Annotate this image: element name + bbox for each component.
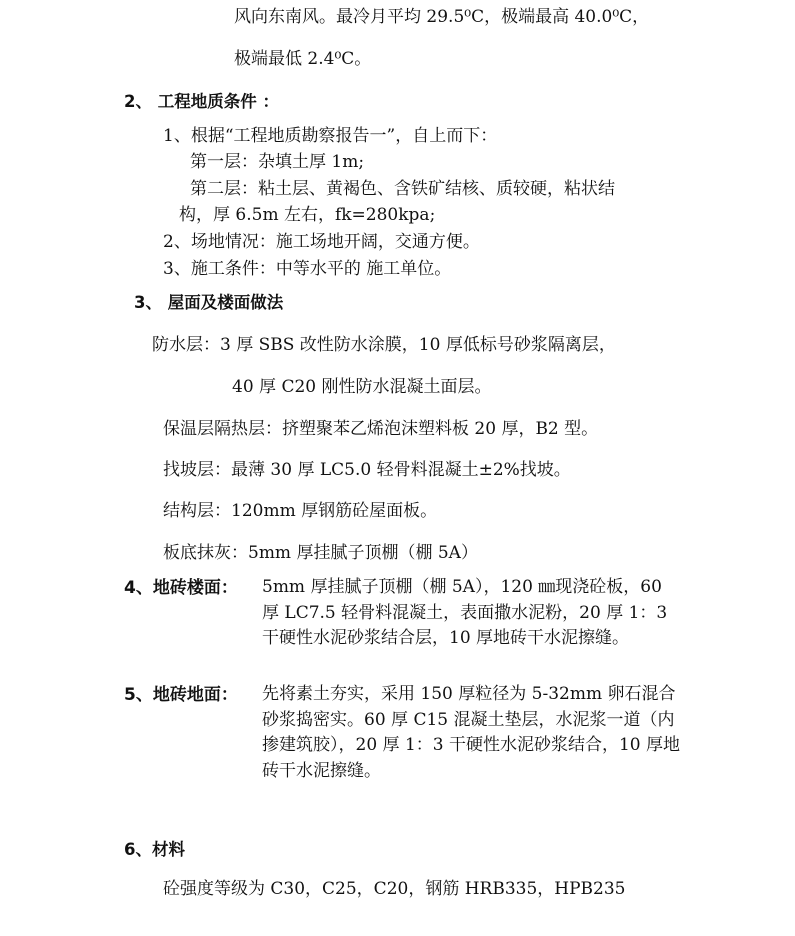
floor-tile-description: 5mm 厚挂腻子顶棚（棚 5A），120 ㎜现浇砼板，60 厚 LC7.5 轻骨料混凝土，表面撒水泥粉，20 厚 1：3 干硬性水泥砂浆结合层，10 厚地砖干水泥擦缝。 [262,577,668,648]
section-6-heading: 6、材料 [124,840,185,859]
section-4-heading: 4、地砖楼面： [124,578,238,598]
section-3-heading: 3、 屋面及楼面做法 [134,293,284,312]
climate-line-1: 风向东南风。最冷月平均 29.5⁰C，极端最高 40.0⁰C， [234,7,650,27]
waterproof-layer-line-2: 40 厚 C20 刚性防水混凝土面层。 [232,377,492,397]
climate-line-2: 极端最低 2.4⁰C。 [234,49,372,69]
section-2-heading: 2、 工程地质条件 ： [124,92,279,111]
site-conditions-item: 2、场地情况：施工场地开阔，交通方便。 [163,232,480,252]
construction-conditions-item: 3、施工条件：中等水平的 施工单位。 [163,259,452,279]
geology-layer-1: 第一层：杂填土厚 1m; [190,152,365,172]
ceiling-plaster: 板底抹灰：5mm 厚挂腻子顶棚（棚 5A） [163,543,478,563]
geology-layer-2-line-2: 构，厚 6.5m 左右，fk=280kpa; [179,205,436,225]
waterproof-layer-line-1: 防水层：3 厚 SBS 改性防水涂膜，10 厚低标号砂浆隔离层， [152,335,616,355]
ground-tile-description: 先将素土夯实，采用 150 厚粒径为 5-32mm 卵石混合砂浆捣密实。60 厚 C15 混凝土垫层，水泥浆一道（内掺建筑胶），20 厚 1：3 干硬性水泥砂浆结合，10 厚地砖干水泥擦缝。 [262,684,681,781]
section-5-heading: 5、地砖地面： [124,685,238,705]
insulation-layer: 保温层隔热层：挤塑聚苯乙烯泡沫塑料板 20 厚，B2 型。 [163,419,599,439]
structure-layer: 结构层：120mm 厚钢筋砼屋面板。 [163,501,438,521]
slope-layer: 找坡层：最薄 30 厚 LC5.0 轻骨料混凝土±2%找坡。 [163,460,571,480]
geology-layer-2-line-1: 第二层：粘土层、黄褐色、含铁矿结核、质较硬，粘状结 [190,179,615,199]
geology-item-1: 1、根据“工程地质勘察报告一”，自上而下： [163,126,498,146]
material-strength: 砼强度等级为 C30，C25，C20，钢筋 HRB335，HPB235 [163,879,626,899]
